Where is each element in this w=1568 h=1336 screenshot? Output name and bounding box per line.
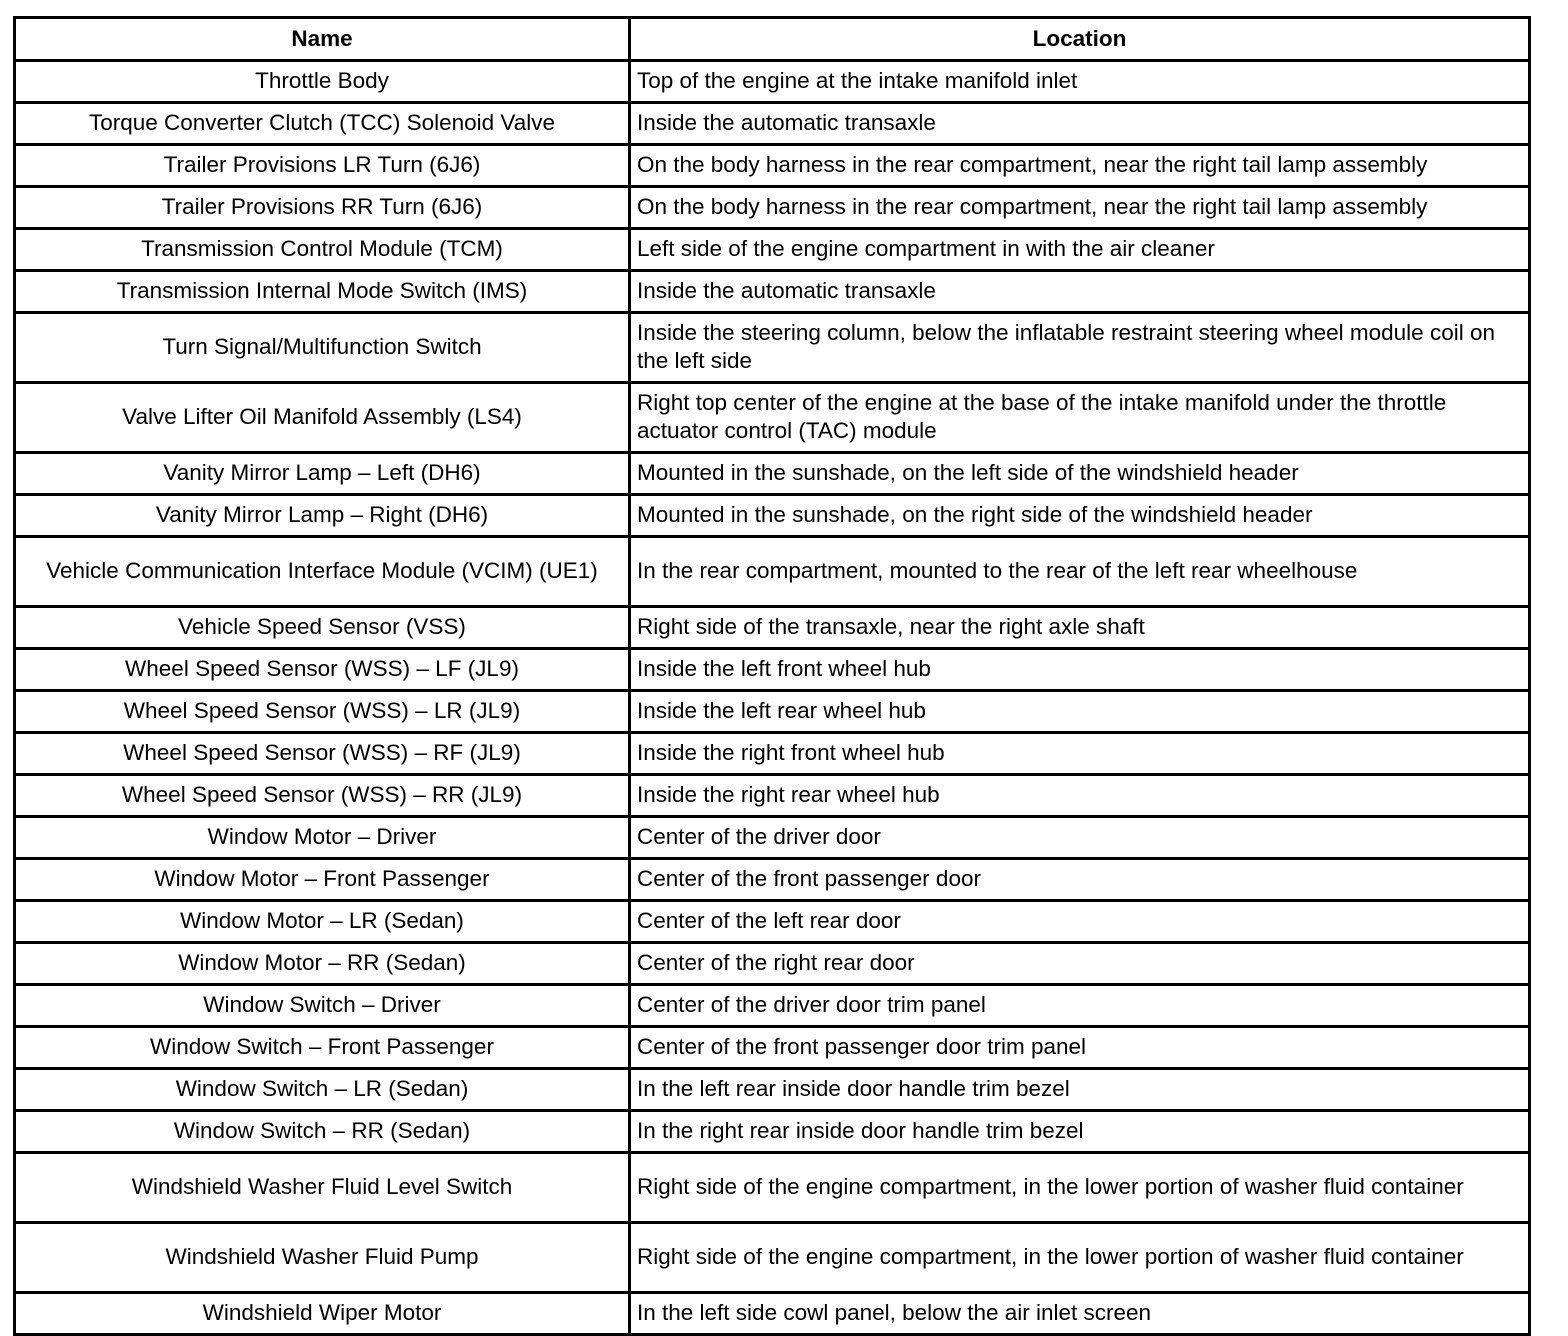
cell-component-location: In the left rear inside door handle trim bezel: [630, 1069, 1530, 1111]
table-row: [15, 313, 1530, 383]
cell-component-location: Center of the front passenger door trim panel: [630, 1027, 1530, 1069]
cell-component-location: Mounted in the sunshade, on the right side of the windshield header: [630, 495, 1530, 537]
cell-component-name: Wheel Speed Sensor (WSS) – RR (JL9): [15, 775, 630, 817]
cell-component-location: Inside the right rear wheel hub: [630, 775, 1530, 817]
table-row: [15, 1223, 1530, 1293]
cell-component-location: In the right rear inside door handle trim bezel: [630, 1111, 1530, 1153]
cell-component-name: Window Switch – LR (Sedan): [15, 1069, 630, 1111]
cell-component-name: Vehicle Communication Interface Module (VCIM) (UE1): [15, 537, 630, 607]
column-header-location: Location: [630, 18, 1530, 61]
cell-component-location: Left side of the engine compartment in with the air cleaner: [630, 229, 1530, 271]
cell-component-location: Inside the left front wheel hub: [630, 649, 1530, 691]
table-row: [15, 649, 1530, 691]
cell-component-location: On the body harness in the rear compartment, near the right tail lamp assembly: [630, 187, 1530, 229]
table-row: [15, 1293, 1530, 1335]
table-body: [15, 61, 1530, 1335]
column-header-name: Name: [15, 18, 630, 61]
cell-component-name: Transmission Control Module (TCM): [15, 229, 630, 271]
cell-component-location: Mounted in the sunshade, on the left side of the windshield header: [630, 453, 1530, 495]
table-row: [15, 943, 1530, 985]
table-row: [15, 817, 1530, 859]
cell-component-name: Transmission Internal Mode Switch (IMS): [15, 271, 630, 313]
cell-component-location: Center of the left rear door: [630, 901, 1530, 943]
cell-component-location: Center of the right rear door: [630, 943, 1530, 985]
cell-component-name: Window Motor – Front Passenger: [15, 859, 630, 901]
cell-component-name: Trailer Provisions LR Turn (6J6): [15, 145, 630, 187]
cell-component-name: Window Motor – Driver: [15, 817, 630, 859]
cell-component-name: Vanity Mirror Lamp – Left (DH6): [15, 453, 630, 495]
table-row: [15, 103, 1530, 145]
table-row: [15, 985, 1530, 1027]
table-row: [15, 271, 1530, 313]
cell-component-name: Window Switch – Front Passenger: [15, 1027, 630, 1069]
cell-component-location: On the body harness in the rear compartment, near the right tail lamp assembly: [630, 145, 1530, 187]
cell-component-name: Torque Converter Clutch (TCC) Solenoid Valve: [15, 103, 630, 145]
table-row: [15, 145, 1530, 187]
cell-component-location: Inside the steering column, below the inflatable restraint steering wheel module coil on the left side: [630, 313, 1530, 383]
cell-component-location: Right top center of the engine at the base of the intake manifold under the throttle actuator control (TAC) module: [630, 383, 1530, 453]
table-row: [15, 691, 1530, 733]
cell-component-name: Windshield Wiper Motor: [15, 1293, 630, 1335]
table-row: [15, 607, 1530, 649]
cell-component-location: Inside the right front wheel hub: [630, 733, 1530, 775]
cell-component-location: Inside the automatic transaxle: [630, 103, 1530, 145]
cell-component-name: Window Switch – RR (Sedan): [15, 1111, 630, 1153]
cell-component-location: Right side of the transaxle, near the right axle shaft: [630, 607, 1530, 649]
table-header-row: [15, 18, 1530, 61]
cell-component-name: Wheel Speed Sensor (WSS) – LF (JL9): [15, 649, 630, 691]
cell-component-location: Right side of the engine compartment, in the lower portion of washer fluid container: [630, 1223, 1530, 1293]
cell-component-location: Center of the driver door trim panel: [630, 985, 1530, 1027]
table-row: [15, 453, 1530, 495]
cell-component-location: Top of the engine at the intake manifold inlet: [630, 61, 1530, 103]
component-location-table: [13, 16, 1531, 1336]
table-row: [15, 1027, 1530, 1069]
table-row: [15, 537, 1530, 607]
cell-component-location: Inside the automatic transaxle: [630, 271, 1530, 313]
table-row: [15, 901, 1530, 943]
cell-component-location: Right side of the engine compartment, in the lower portion of washer fluid container: [630, 1153, 1530, 1223]
cell-component-name: Window Switch – Driver: [15, 985, 630, 1027]
table-row: [15, 187, 1530, 229]
table-row: [15, 1153, 1530, 1223]
cell-component-name: Turn Signal/Multifunction Switch: [15, 313, 630, 383]
cell-component-name: Window Motor – RR (Sedan): [15, 943, 630, 985]
cell-component-name: Windshield Washer Fluid Pump: [15, 1223, 630, 1293]
table-row: [15, 1111, 1530, 1153]
table-row: [15, 383, 1530, 453]
cell-component-name: Trailer Provisions RR Turn (6J6): [15, 187, 630, 229]
cell-component-name: Window Motor – LR (Sedan): [15, 901, 630, 943]
table-row: [15, 775, 1530, 817]
table-row: [15, 61, 1530, 103]
cell-component-name: Windshield Washer Fluid Level Switch: [15, 1153, 630, 1223]
cell-component-name: Wheel Speed Sensor (WSS) – LR (JL9): [15, 691, 630, 733]
table-row: [15, 733, 1530, 775]
cell-component-name: Valve Lifter Oil Manifold Assembly (LS4): [15, 383, 630, 453]
cell-component-name: Wheel Speed Sensor (WSS) – RF (JL9): [15, 733, 630, 775]
table-row: [15, 859, 1530, 901]
cell-component-name: Vehicle Speed Sensor (VSS): [15, 607, 630, 649]
cell-component-location: Center of the front passenger door: [630, 859, 1530, 901]
table-row: [15, 495, 1530, 537]
table-row: [15, 1069, 1530, 1111]
cell-component-location: Inside the left rear wheel hub: [630, 691, 1530, 733]
cell-component-name: Throttle Body: [15, 61, 630, 103]
cell-component-location: Center of the driver door: [630, 817, 1530, 859]
cell-component-location: In the rear compartment, mounted to the rear of the left rear wheelhouse: [630, 537, 1530, 607]
cell-component-location: In the left side cowl panel, below the air inlet screen: [630, 1293, 1530, 1335]
table-row: [15, 229, 1530, 271]
cell-component-name: Vanity Mirror Lamp – Right (DH6): [15, 495, 630, 537]
